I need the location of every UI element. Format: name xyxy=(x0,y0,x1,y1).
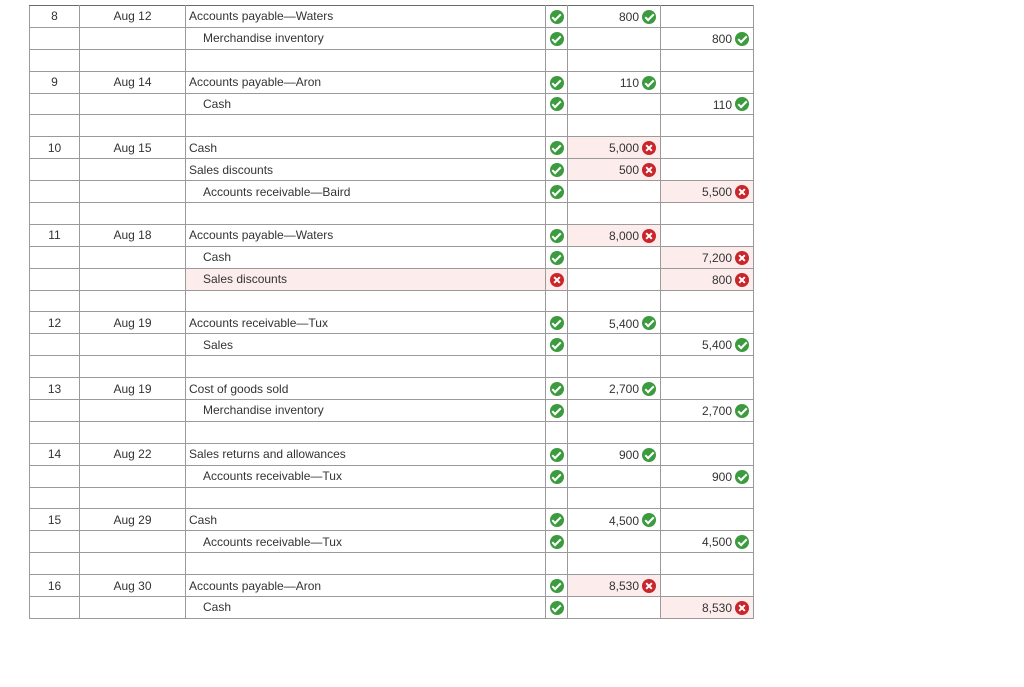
debit-amount[interactable] xyxy=(568,421,661,443)
journal-entries-table xyxy=(29,5,754,619)
transaction-number: 15 xyxy=(30,509,80,531)
transaction-number xyxy=(30,487,80,509)
debit-amount[interactable] xyxy=(568,290,661,312)
entry-date[interactable]: Aug 29 xyxy=(80,509,186,531)
check-circle-icon xyxy=(550,229,564,243)
account-title[interactable]: Cash xyxy=(186,137,546,159)
account-title[interactable] xyxy=(186,290,546,312)
x-circle-icon xyxy=(642,141,656,155)
credit-amount[interactable] xyxy=(661,71,754,93)
check-circle-icon xyxy=(550,382,564,396)
debit-amount[interactable] xyxy=(568,400,661,422)
x-circle-icon xyxy=(735,185,749,199)
account-title[interactable]: Merchandise inventory xyxy=(186,400,546,422)
debit-amount[interactable] xyxy=(568,93,661,115)
transaction-number xyxy=(30,597,80,619)
transaction-number xyxy=(30,27,80,49)
account-status xyxy=(546,531,568,553)
credit-amount[interactable] xyxy=(661,531,754,553)
transaction-number: 12 xyxy=(30,312,80,334)
check-circle-icon xyxy=(642,76,656,90)
entry-date[interactable]: Aug 18 xyxy=(80,224,186,246)
entry-date[interactable]: Aug 19 xyxy=(80,378,186,400)
account-status xyxy=(546,137,568,159)
account-status xyxy=(546,49,568,71)
transaction-number xyxy=(30,115,80,137)
debit-amount[interactable] xyxy=(568,27,661,49)
transaction-number: 8 xyxy=(30,6,80,28)
credit-amount[interactable] xyxy=(661,159,754,181)
check-circle-icon xyxy=(735,404,749,418)
debit-amount[interactable] xyxy=(568,203,661,225)
transaction-number: 14 xyxy=(30,443,80,465)
journal-row xyxy=(30,159,754,181)
account-title[interactable]: Accounts receivable—Tux xyxy=(186,465,546,487)
account-status xyxy=(546,334,568,356)
transaction-number xyxy=(30,159,80,181)
account-title[interactable]: Accounts receivable—Tux xyxy=(186,531,546,553)
credit-amount-value: 2,700 xyxy=(701,403,732,418)
check-circle-icon xyxy=(642,382,656,396)
journal-row xyxy=(30,93,754,115)
account-status xyxy=(546,509,568,531)
credit-amount[interactable] xyxy=(661,465,754,487)
transaction-number xyxy=(30,49,80,71)
account-title[interactable]: Accounts receivable—Tux xyxy=(186,312,546,334)
credit-amount-value: 8,530 xyxy=(701,600,732,615)
account-status xyxy=(546,224,568,246)
debit-amount[interactable] xyxy=(568,246,661,268)
entry-date[interactable] xyxy=(80,115,186,137)
check-circle-icon xyxy=(550,338,564,352)
debit-amount[interactable] xyxy=(568,49,661,71)
account-status xyxy=(546,71,568,93)
credit-amount[interactable] xyxy=(661,6,754,28)
check-circle-icon xyxy=(550,404,564,418)
debit-amount[interactable] xyxy=(568,597,661,619)
debit-amount-value: 8,000 xyxy=(608,228,639,243)
entry-date[interactable] xyxy=(80,181,186,203)
account-status xyxy=(546,246,568,268)
blank-row xyxy=(30,203,754,225)
entry-date[interactable]: Aug 12 xyxy=(80,6,186,28)
account-status xyxy=(546,443,568,465)
journal-row xyxy=(30,334,754,356)
debit-amount[interactable] xyxy=(568,71,661,93)
credit-amount[interactable] xyxy=(661,181,754,203)
account-title[interactable]: Sales returns and allowances xyxy=(186,443,546,465)
debit-amount[interactable] xyxy=(568,334,661,356)
check-circle-icon xyxy=(642,10,656,24)
debit-amount[interactable] xyxy=(568,356,661,378)
account-status xyxy=(546,597,568,619)
account-status xyxy=(546,159,568,181)
account-title[interactable]: Sales discounts xyxy=(186,159,546,181)
entry-date[interactable] xyxy=(80,268,186,290)
credit-amount[interactable] xyxy=(661,224,754,246)
debit-amount[interactable] xyxy=(568,487,661,509)
transaction-number xyxy=(30,268,80,290)
x-circle-icon xyxy=(642,229,656,243)
credit-amount-value: 4,500 xyxy=(701,535,732,550)
credit-amount[interactable] xyxy=(661,597,754,619)
transaction-number xyxy=(30,531,80,553)
entry-date[interactable] xyxy=(80,93,186,115)
account-title[interactable]: Cost of goods sold xyxy=(186,378,546,400)
debit-amount-value: 8,530 xyxy=(608,579,639,594)
transaction-number xyxy=(30,93,80,115)
check-circle-icon xyxy=(735,32,749,46)
credit-amount[interactable] xyxy=(661,203,754,225)
blank-row xyxy=(30,487,754,509)
account-title[interactable]: Cash xyxy=(186,509,546,531)
transaction-number: 16 xyxy=(30,575,80,597)
account-title[interactable] xyxy=(186,421,546,443)
check-circle-icon xyxy=(735,338,749,352)
journal-row xyxy=(30,509,754,531)
x-circle-icon xyxy=(642,163,656,177)
journal-body xyxy=(30,6,754,619)
credit-amount[interactable] xyxy=(661,137,754,159)
entry-date[interactable] xyxy=(80,334,186,356)
entry-date[interactable] xyxy=(80,465,186,487)
entry-date[interactable] xyxy=(80,487,186,509)
credit-amount[interactable] xyxy=(661,93,754,115)
account-title[interactable]: Sales xyxy=(186,334,546,356)
check-circle-icon xyxy=(550,316,564,330)
blank-row xyxy=(30,356,754,378)
debit-amount-value: 5,000 xyxy=(608,141,639,156)
credit-amount[interactable] xyxy=(661,246,754,268)
debit-amount[interactable] xyxy=(568,312,661,334)
credit-amount[interactable] xyxy=(661,575,754,597)
account-title[interactable] xyxy=(186,487,546,509)
entry-date[interactable]: Aug 15 xyxy=(80,137,186,159)
account-status xyxy=(546,181,568,203)
journal-row xyxy=(30,400,754,422)
check-circle-icon xyxy=(550,251,564,265)
check-circle-icon xyxy=(642,448,656,462)
debit-amount[interactable] xyxy=(568,137,661,159)
transaction-number xyxy=(30,400,80,422)
check-circle-icon xyxy=(550,163,564,177)
entry-date[interactable] xyxy=(80,246,186,268)
x-circle-icon xyxy=(735,601,749,615)
account-title[interactable]: Cash xyxy=(186,93,546,115)
credit-amount-value: 800 xyxy=(711,272,732,287)
check-circle-icon xyxy=(642,316,656,330)
debit-amount[interactable] xyxy=(568,509,661,531)
credit-amount-value: 5,400 xyxy=(701,338,732,353)
blank-row xyxy=(30,290,754,312)
account-status xyxy=(546,93,568,115)
check-circle-icon xyxy=(735,470,749,484)
credit-amount[interactable] xyxy=(661,115,754,137)
transaction-number xyxy=(30,356,80,378)
entry-date[interactable] xyxy=(80,421,186,443)
check-circle-icon xyxy=(550,579,564,593)
entry-date[interactable] xyxy=(80,553,186,575)
blank-row xyxy=(30,553,754,575)
transaction-number xyxy=(30,290,80,312)
journal-row xyxy=(30,531,754,553)
journal-row xyxy=(30,137,754,159)
journal-row xyxy=(30,575,754,597)
check-circle-icon xyxy=(550,448,564,462)
account-status xyxy=(546,378,568,400)
account-title[interactable]: Sales discounts xyxy=(186,268,546,290)
journal-row xyxy=(30,465,754,487)
account-title[interactable]: Cash xyxy=(186,246,546,268)
journal-row xyxy=(30,181,754,203)
debit-amount[interactable] xyxy=(568,553,661,575)
debit-amount-value: 5,400 xyxy=(608,316,639,331)
debit-amount-value: 900 xyxy=(618,447,639,462)
transaction-number xyxy=(30,465,80,487)
transaction-number xyxy=(30,553,80,575)
account-status xyxy=(546,312,568,334)
debit-amount-value: 2,700 xyxy=(608,382,639,396)
entry-date[interactable]: Aug 22 xyxy=(80,443,186,465)
credit-amount-value: 110 xyxy=(712,97,732,112)
debit-amount[interactable] xyxy=(568,115,661,137)
debit-amount-value: 500 xyxy=(618,163,639,178)
check-circle-icon xyxy=(550,470,564,484)
transaction-number xyxy=(30,334,80,356)
journal-row xyxy=(30,224,754,246)
debit-amount[interactable] xyxy=(568,378,661,400)
journal-row xyxy=(30,246,754,268)
journal-row xyxy=(30,443,754,465)
debit-amount-value: 800 xyxy=(618,9,639,24)
blank-row xyxy=(30,421,754,443)
journal-row xyxy=(30,268,754,290)
journal-row xyxy=(30,378,754,400)
credit-amount[interactable] xyxy=(661,27,754,49)
transaction-number xyxy=(30,181,80,203)
credit-amount[interactable] xyxy=(661,334,754,356)
journal-row xyxy=(30,71,754,93)
credit-amount-value: 7,200 xyxy=(701,250,732,265)
credit-amount-value: 5,500 xyxy=(701,184,732,199)
account-status xyxy=(546,27,568,49)
check-circle-icon xyxy=(550,601,564,615)
account-title[interactable] xyxy=(186,356,546,378)
debit-amount[interactable] xyxy=(568,159,661,181)
entry-date[interactable] xyxy=(80,597,186,619)
x-circle-icon xyxy=(735,251,749,265)
check-circle-icon xyxy=(550,141,564,155)
debit-amount[interactable] xyxy=(568,531,661,553)
check-circle-icon xyxy=(550,32,564,46)
transaction-number: 13 xyxy=(30,378,80,400)
check-circle-icon xyxy=(550,535,564,549)
entry-date[interactable] xyxy=(80,400,186,422)
credit-amount[interactable] xyxy=(661,268,754,290)
credit-amount[interactable] xyxy=(661,421,754,443)
entry-date[interactable] xyxy=(80,290,186,312)
debit-amount-value: 110 xyxy=(619,75,639,90)
account-title[interactable]: Accounts payable—Waters xyxy=(186,6,546,28)
debit-amount[interactable] xyxy=(568,224,661,246)
account-status xyxy=(546,356,568,378)
check-circle-icon xyxy=(550,513,564,527)
debit-amount[interactable] xyxy=(568,6,661,28)
entry-date[interactable] xyxy=(80,49,186,71)
journal-row xyxy=(30,597,754,619)
credit-amount[interactable] xyxy=(661,400,754,422)
journal-row xyxy=(30,312,754,334)
credit-amount[interactable] xyxy=(661,509,754,531)
account-status xyxy=(546,268,568,290)
account-status xyxy=(546,421,568,443)
account-title[interactable]: Accounts payable—Waters xyxy=(186,224,546,246)
account-title[interactable]: Merchandise inventory xyxy=(186,27,546,49)
transaction-number: 11 xyxy=(30,224,80,246)
account-title[interactable] xyxy=(186,115,546,137)
account-title[interactable] xyxy=(186,553,546,575)
debit-amount[interactable] xyxy=(568,575,661,597)
debit-amount-value: 4,500 xyxy=(608,513,639,528)
blank-row xyxy=(30,49,754,71)
credit-amount[interactable] xyxy=(661,487,754,509)
account-status xyxy=(546,465,568,487)
transaction-number xyxy=(30,203,80,225)
entry-date[interactable]: Aug 19 xyxy=(80,312,186,334)
journal-row xyxy=(30,6,754,28)
account-title[interactable]: Accounts receivable—Baird xyxy=(186,181,546,203)
entry-date[interactable] xyxy=(80,531,186,553)
account-status xyxy=(546,553,568,575)
credit-amount[interactable] xyxy=(661,378,754,400)
account-status xyxy=(546,487,568,509)
x-circle-icon xyxy=(550,273,564,287)
transaction-number: 9 xyxy=(30,71,80,93)
account-title[interactable] xyxy=(186,49,546,71)
check-circle-icon xyxy=(735,535,749,549)
credit-amount[interactable] xyxy=(661,290,754,312)
account-title[interactable]: Accounts payable—Aron xyxy=(186,575,546,597)
check-circle-icon xyxy=(735,97,749,111)
credit-amount[interactable] xyxy=(661,443,754,465)
account-status xyxy=(546,290,568,312)
account-title[interactable]: Cash xyxy=(186,597,546,619)
check-circle-icon xyxy=(550,10,564,24)
entry-date[interactable] xyxy=(80,27,186,49)
credit-amount[interactable] xyxy=(661,312,754,334)
credit-amount[interactable] xyxy=(661,553,754,575)
account-status xyxy=(546,6,568,28)
debit-amount[interactable] xyxy=(568,268,661,290)
check-circle-icon xyxy=(550,97,564,111)
transaction-number xyxy=(30,421,80,443)
transaction-number: 10 xyxy=(30,137,80,159)
credit-amount[interactable] xyxy=(661,356,754,378)
journal-row xyxy=(30,27,754,49)
debit-amount[interactable] xyxy=(568,443,661,465)
account-status xyxy=(546,203,568,225)
transaction-number xyxy=(30,246,80,268)
entry-date[interactable]: Aug 30 xyxy=(80,575,186,597)
check-circle-icon xyxy=(550,185,564,199)
x-circle-icon xyxy=(735,273,749,287)
account-title[interactable]: Accounts payable—Aron xyxy=(186,71,546,93)
account-status xyxy=(546,115,568,137)
x-circle-icon xyxy=(642,579,656,593)
account-status xyxy=(546,575,568,597)
debit-amount[interactable] xyxy=(568,181,661,203)
entry-date[interactable] xyxy=(80,356,186,378)
check-circle-icon xyxy=(642,513,656,527)
credit-amount[interactable] xyxy=(661,49,754,71)
blank-row xyxy=(30,115,754,137)
account-status xyxy=(546,400,568,422)
entry-date[interactable]: Aug 14 xyxy=(80,71,186,93)
entry-date[interactable] xyxy=(80,159,186,181)
entry-date[interactable] xyxy=(80,203,186,225)
credit-amount-value: 800 xyxy=(711,31,732,46)
account-title[interactable] xyxy=(186,203,546,225)
debit-amount[interactable] xyxy=(568,465,661,487)
credit-amount-value: 900 xyxy=(711,469,732,484)
check-circle-icon xyxy=(550,76,564,90)
